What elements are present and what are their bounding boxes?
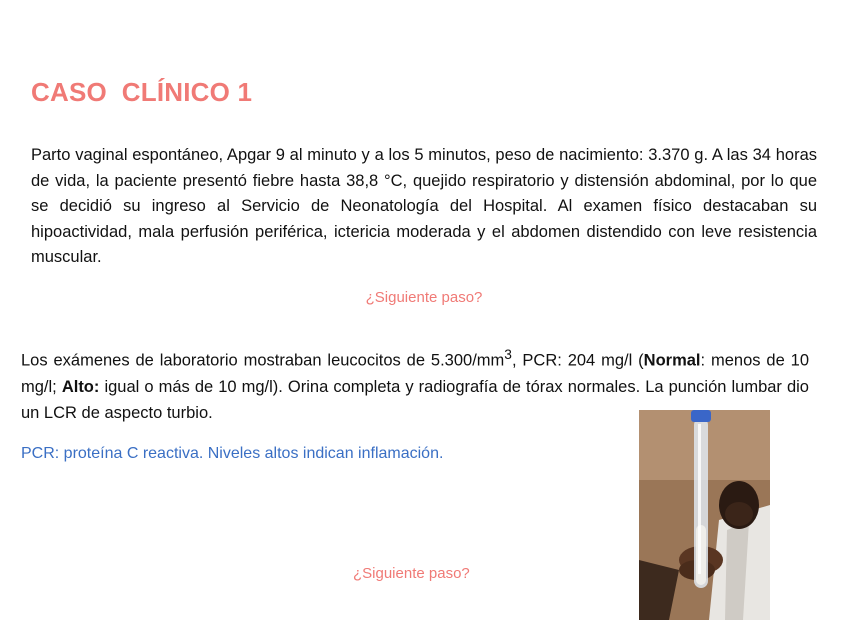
pcr-note: PCR: proteína C reactiva. Niveles altos indican inflamación.	[21, 445, 444, 462]
test-tube-illustration	[639, 410, 770, 620]
lab-results-superscript: 3	[504, 347, 512, 362]
slide-title: CASO CLÍNICO 1	[31, 77, 253, 107]
lab-results-text-1: Los exámenes de laboratorio mostraban leucocitos de 5.300/mm	[21, 351, 505, 370]
alto-label: Alto:	[61, 377, 100, 396]
lab-results-text-3: : menos de 10 mg/l;	[21, 351, 809, 396]
next-step-prompt-2: ¿Siguiente paso?	[353, 565, 470, 582]
test-tube-photo	[639, 410, 770, 620]
case-description: Parto vaginal espontáneo, Apgar 9 al minuto y a los 5 minutos, peso de nacimiento: 3.370 g. A las 34 horas de vida, la paciente presentó fiebre hasta 38,8 °C, quejido respiratorio y distensión abdominal, por lo que se decidió su ingreso al Servicio de Neonatología del Hospital. Al examen físico destacaban su hipoactividad, mala perfusión periférica, ictericia moderada y el abdomen distendido con leve resistencia muscular.	[31, 146, 817, 266]
lab-results-text-4: igual o más de 10 mg/l). Orina completa y radiografía de tórax normales. La punción lumbar dio un LCR de aspecto turbio.	[21, 377, 809, 422]
lab-results-text-2: , PCR: 204 mg/l (	[511, 351, 644, 370]
normal-label: Normal	[643, 351, 701, 370]
next-step-prompt-1: ¿Siguiente paso?	[365, 289, 483, 306]
